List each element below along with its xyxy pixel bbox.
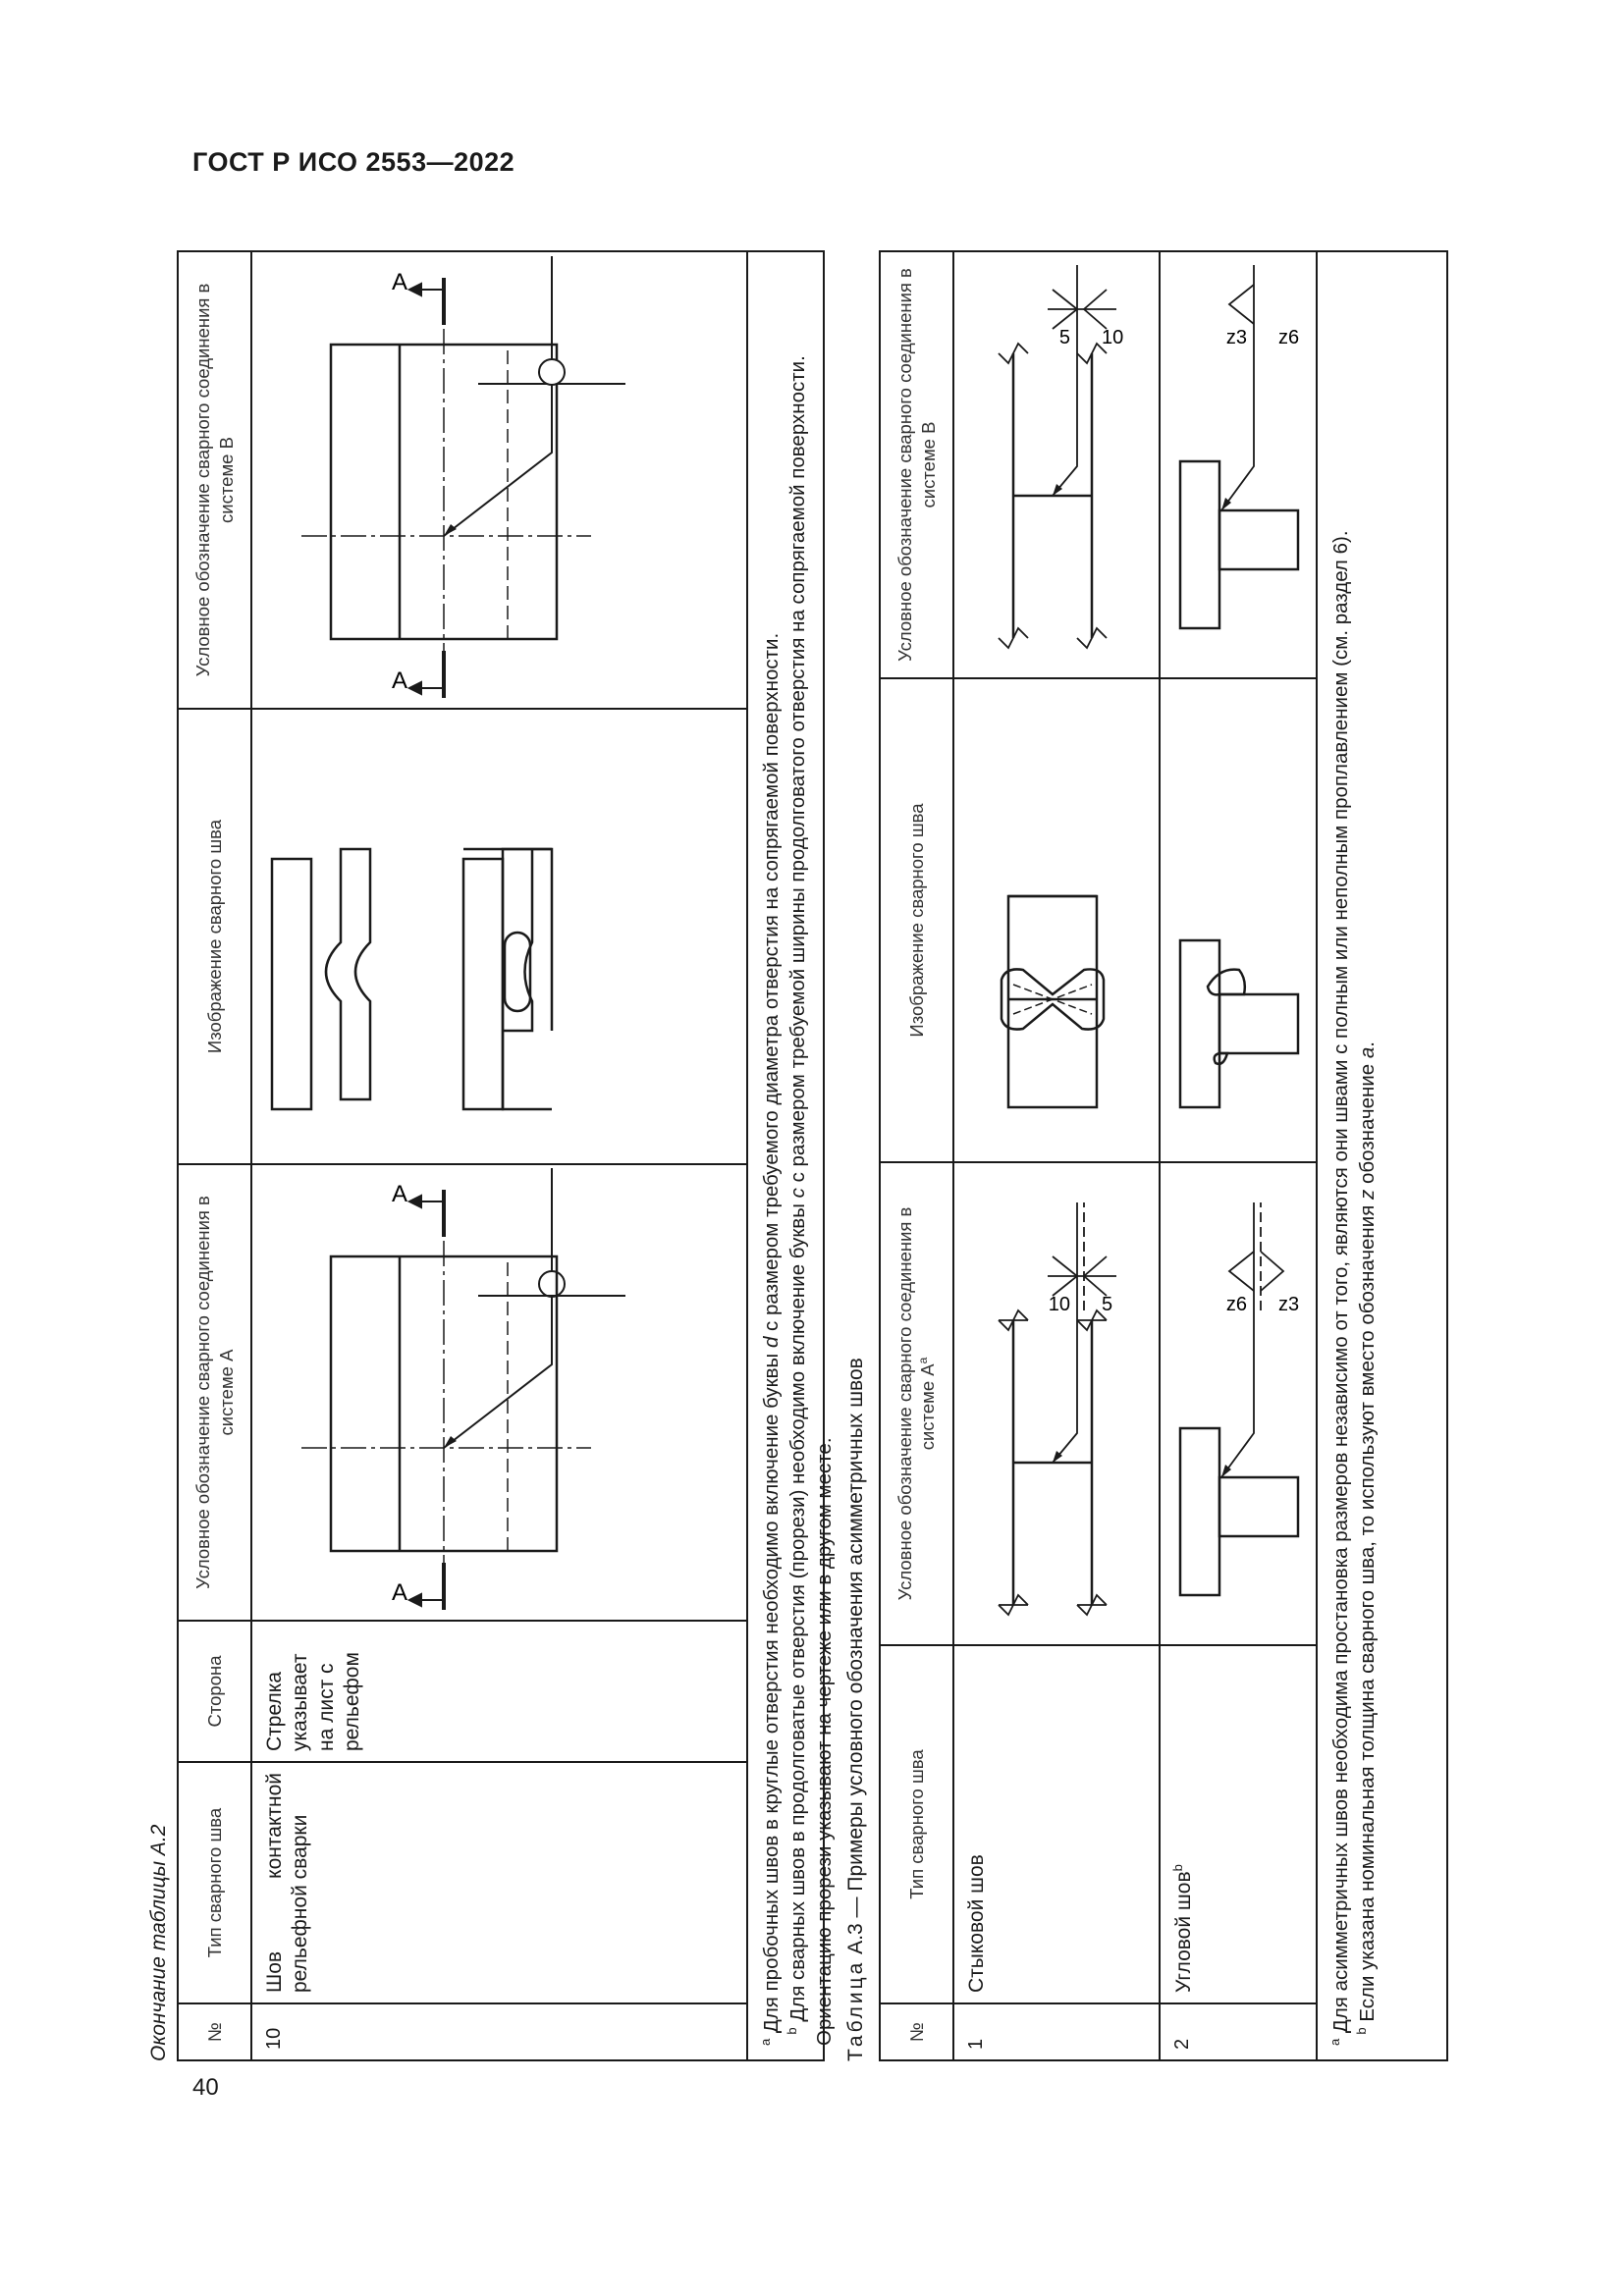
page-number: 40 <box>192 2074 219 2101</box>
image-cell <box>252 708 746 1163</box>
system-b-cell <box>252 252 746 708</box>
table-a3-caption: Таблица А.3 — Примеры условного обозначения асимметричных швов <box>844 1358 867 2061</box>
table-a3-row-2 <box>1161 252 1318 2059</box>
table-a2-caption: Окончание таблицы А.2 <box>147 1824 170 2061</box>
table-a2-row-10 <box>252 252 748 2059</box>
header-system-a: Условное обозначение сварного соединения в системе $А^a$ <box>881 1161 952 1644</box>
table-a3-row-1 <box>954 252 1161 2059</box>
row-type: Шов контактной рельефной сварки <box>252 1761 746 2002</box>
footnote-a: $^a$ Для пробочных швов в круглые отверстия необходимо включение буквы d с размером требуемого диаметра отверстия на сопрягаемой поверхности. <box>758 632 783 2046</box>
footnote-b: $^b$ Если указана номинальная толщина сварного шва, то используют вместо обозначения z обозначение a. <box>1354 1041 1380 2035</box>
section-label-left-b: А <box>391 667 408 694</box>
row-num: 2 <box>1161 2002 1316 2059</box>
footnote-a: $^a$ Для асимметричных швов необходима простановка размеров независимо от того, являются они швами с полным или неполным проплавлением (см. раздел 6). <box>1327 530 1352 2046</box>
dim-bot-a: z3 <box>1278 1294 1300 1315</box>
projection-weld-image-drawing <box>252 712 743 1163</box>
dim-top-b: 5 <box>1058 327 1070 348</box>
footnote-b: $^b$ Для сварных швов в продолговатые отверстия (прорези) необходимо включение буквы c с размером требуемой ширины продолговатого отверстия на сопрягаемой поверхности. Ориентацию прорези указывают на чертеже или в другом месте. <box>785 355 836 2046</box>
table-a2-footnotes <box>748 252 848 2059</box>
header-type: Тип сварного шва <box>881 1644 952 2002</box>
header-system-b: Условное обозначение сварного соединения в системе В <box>894 268 939 662</box>
row-side: Стрелка указывает на лист с рельефом <box>252 1620 746 1761</box>
table-a3-header-row <box>881 252 954 2059</box>
table-a3-footnotes <box>1318 252 1391 2059</box>
row-num: 1 <box>954 2002 1159 2059</box>
header-type: Тип сварного шва <box>179 1761 250 2002</box>
document-header: ГОСТ Р ИСО 2553—2022 <box>192 147 515 177</box>
fillet-weld-image-drawing <box>1161 681 1313 1161</box>
row-type: Стыковой шов <box>954 1644 1159 2002</box>
butt-weld-image-drawing <box>954 681 1156 1161</box>
rotated-page-content <box>147 226 1453 2091</box>
header-system-a: Условное обозначение сварного соединения в системе А <box>179 1163 250 1620</box>
dim-top-a: 10 <box>1048 1294 1070 1315</box>
table-a2-header-row <box>179 252 252 2059</box>
header-num: № <box>179 2002 250 2059</box>
fillet-system-a-cell <box>1161 1161 1316 1644</box>
system-a-cell <box>252 1163 746 1620</box>
row-num: 10 <box>252 2002 746 2059</box>
dim-top-b: z3 <box>1225 327 1247 348</box>
section-label-right: А <box>391 1181 408 1207</box>
section-label-left: А <box>391 1579 408 1606</box>
header-image: Изображение сварного шва <box>179 708 250 1163</box>
table-a3 <box>879 250 1448 2061</box>
row-type: Угловой шов$^b$ <box>1161 1644 1316 2002</box>
header-system-b: Условное обозначение сварного соединения в системе В <box>192 283 237 677</box>
table-a2 <box>177 250 836 2061</box>
butt-weld-system-b-drawing <box>954 256 1156 677</box>
projection-weld-system-a-drawing <box>252 1167 743 1620</box>
dim-bot-b: z6 <box>1278 327 1300 348</box>
fillet-system-b-cell <box>1161 252 1316 677</box>
section-label-right-b: А <box>391 269 408 295</box>
fillet-image-cell <box>1161 677 1316 1161</box>
butt-system-a-cell <box>954 1161 1159 1644</box>
header-image: Изображение сварного шва <box>881 677 952 1161</box>
projection-weld-system-b-drawing <box>252 256 743 708</box>
dim-bot-a: 5 <box>1102 1294 1113 1315</box>
butt-image-cell <box>954 677 1159 1161</box>
butt-weld-system-a-drawing <box>954 1165 1156 1644</box>
dim-top-a: z6 <box>1225 1294 1247 1315</box>
fillet-weld-system-a-drawing <box>1161 1165 1313 1644</box>
header-num: № <box>881 2002 952 2059</box>
header-side: Сторона <box>179 1620 250 1761</box>
fillet-weld-system-b-drawing <box>1161 256 1313 677</box>
butt-system-b-cell <box>954 252 1159 677</box>
dim-bot-b: 10 <box>1102 327 1124 348</box>
